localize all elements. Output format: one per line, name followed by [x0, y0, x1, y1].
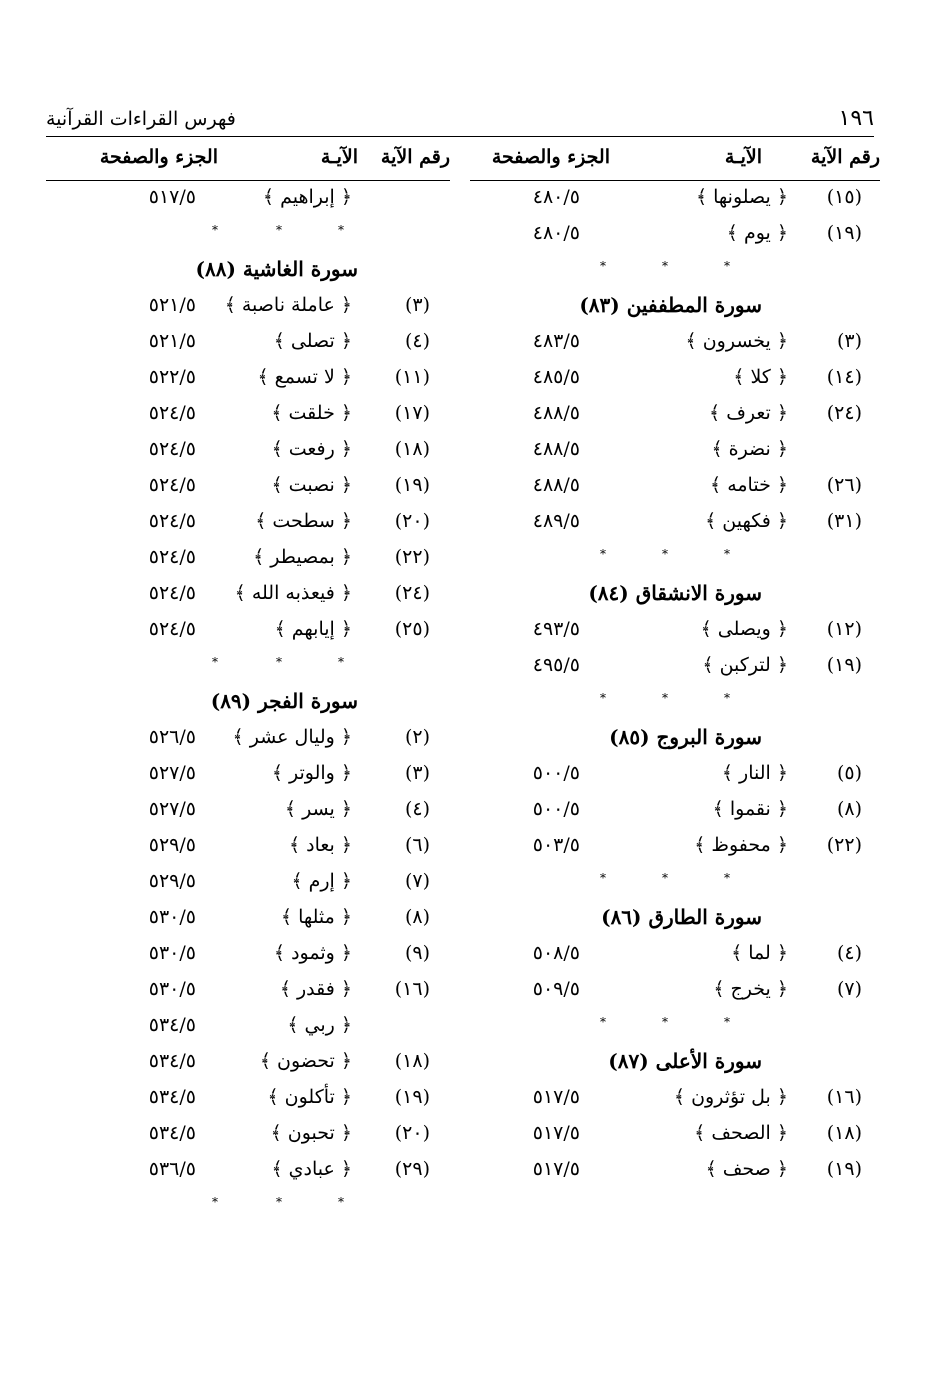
verse-number: (٦) — [404, 834, 430, 856]
verse-number: (٢٥) — [394, 618, 430, 640]
surah-title: سورة الانشقاق (٨٤) — [588, 581, 762, 605]
index-entry — [46, 973, 450, 1009]
index-entry — [46, 829, 450, 865]
verse-number: (١٧) — [394, 402, 430, 424]
verse-word: ﴿ تحضون ﴾ — [259, 1050, 352, 1072]
separator-star: * — [724, 871, 730, 885]
part-page: ٥٣٤/٥ — [148, 1014, 196, 1036]
index-entry — [470, 793, 880, 829]
verse-number: (٢٠) — [394, 510, 430, 532]
part-page: ٥٠٠/٥ — [532, 762, 580, 784]
part-page: ٤٨٠/٥ — [532, 222, 580, 244]
verse-word: ﴿ بعاد ﴾ — [288, 834, 352, 856]
verse-word: ﴿ نضرة ﴾ — [711, 438, 788, 460]
index-entry — [46, 613, 450, 649]
index-entry — [470, 505, 880, 541]
index-entry — [46, 901, 450, 937]
part-page-header: الجزء والصفحة — [99, 146, 218, 168]
verse-word: ﴿ والوتر ﴾ — [271, 762, 352, 784]
verse-word: ﴿ عاملة ناصبة ﴾ — [224, 294, 352, 316]
part-page: ٤٩٣/٥ — [532, 618, 580, 640]
part-page: ٥١٧/٥ — [532, 1086, 580, 1108]
verse-number: (٤) — [836, 942, 862, 964]
part-page: ٤٨٥/٥ — [532, 366, 580, 388]
verse-word: ﴿ يخرج ﴾ — [713, 978, 788, 1000]
part-page: ٥٣٠/٥ — [148, 942, 196, 964]
verse-number: (٨) — [404, 906, 430, 928]
separator-star: * — [212, 655, 218, 669]
verse-word: ﴿ عبادي ﴾ — [271, 1158, 352, 1180]
part-page: ٥٢٤/٥ — [148, 402, 196, 424]
separator-star: * — [212, 1195, 218, 1209]
verse-number: (١٦) — [826, 1086, 862, 1108]
index-entry — [470, 649, 880, 685]
verse-number: (١٨) — [826, 1122, 862, 1144]
part-page: ٤٩٥/٥ — [532, 654, 580, 676]
separator-star: * — [724, 547, 730, 561]
column-header — [46, 136, 450, 181]
part-page: ٥٢٤/٥ — [148, 582, 196, 604]
index-entry — [470, 469, 880, 505]
index-entry — [46, 433, 450, 469]
verse-number: (٢٠) — [394, 1122, 430, 1144]
verse-word: ﴿ ختامه ﴾ — [710, 474, 788, 496]
verse-number: (١٨) — [394, 1050, 430, 1072]
verse-number: (١٤) — [826, 366, 862, 388]
left-column-body — [46, 181, 450, 1221]
verse-number: (٣١) — [826, 510, 862, 532]
separator-star: * — [600, 691, 606, 705]
part-page: ٥١٧/٥ — [148, 186, 196, 208]
part-page: ٤٨٣/٥ — [532, 330, 580, 352]
surah-title: سورة البروج (٨٥) — [609, 725, 762, 749]
separator-star: * — [276, 223, 282, 237]
verse-word: ﴿ يصلونها ﴾ — [695, 186, 788, 208]
part-page: ٥٢٤/٥ — [148, 438, 196, 460]
index-entry — [46, 469, 450, 505]
part-page: ٥٣٠/٥ — [148, 906, 196, 928]
separator-star: * — [276, 1195, 282, 1209]
index-entry — [470, 1153, 880, 1189]
index-entry — [46, 1081, 450, 1117]
part-page: ٥٢٦/٥ — [148, 726, 196, 748]
verse-word: ﴿ ويصلى ﴾ — [700, 618, 788, 640]
section-separator — [46, 649, 450, 681]
part-page: ٥٢٤/٥ — [148, 546, 196, 568]
separator-star: * — [600, 547, 606, 561]
verse-word: ﴿ رفعت ﴾ — [271, 438, 352, 460]
part-page: ٥٠٨/٥ — [532, 942, 580, 964]
index-entry — [46, 1153, 450, 1189]
index-entry — [46, 793, 450, 829]
verse-number: (٢٢) — [826, 834, 862, 856]
index-entry — [46, 289, 450, 325]
section-separator — [470, 865, 880, 897]
index-entry — [46, 1045, 450, 1081]
section-separator — [46, 217, 450, 249]
part-page: ٥٢١/٥ — [148, 294, 196, 316]
part-page: ٥١٧/٥ — [532, 1122, 580, 1144]
verse-word: ﴿ وليال عشر ﴾ — [232, 726, 352, 748]
part-page: ٥٣٦/٥ — [148, 1158, 196, 1180]
index-entry — [46, 181, 450, 217]
verse-word: ﴿ النار ﴾ — [721, 762, 788, 784]
verse-word: ﴿ الصحف ﴾ — [694, 1122, 788, 1144]
index-entry — [470, 613, 880, 649]
index-entry — [470, 937, 880, 973]
index-entry — [46, 937, 450, 973]
verse-number: (١٩) — [826, 654, 862, 676]
part-page: ٥٣٤/٥ — [148, 1122, 196, 1144]
verse-number: (٤) — [404, 330, 430, 352]
verse-number: (٢٩) — [394, 1158, 430, 1180]
verse-number: (١٩) — [394, 1086, 430, 1108]
part-page: ٥٢٧/٥ — [148, 798, 196, 820]
verse-word: ﴿ كلا ﴾ — [733, 366, 788, 388]
index-entry — [470, 1081, 880, 1117]
index-entry — [46, 1009, 450, 1045]
verse-word: ﴿ تعرف ﴾ — [709, 402, 788, 424]
verse-word: ﴿ بمصيطر ﴾ — [253, 546, 352, 568]
verse-word: ﴿ يخسرون ﴾ — [685, 330, 788, 352]
page-number: ١٩٦ — [838, 106, 874, 131]
verse-number: (١٩) — [826, 222, 862, 244]
separator-star: * — [600, 259, 606, 273]
separator-star: * — [662, 259, 668, 273]
verse-number: (٩) — [404, 942, 430, 964]
verse-word: ﴿ فيعذبه الله ﴾ — [234, 582, 352, 604]
surah-title: سورة المطففين (٨٣) — [579, 293, 762, 317]
verse-number: (١٩) — [394, 474, 430, 496]
index-entry — [470, 973, 880, 1009]
separator-star: * — [338, 1195, 344, 1209]
part-page-header: الجزء والصفحة — [491, 146, 610, 168]
part-page: ٥٢٤/٥ — [148, 474, 196, 496]
section-separator — [470, 253, 880, 285]
part-page: ٤٨٠/٥ — [532, 186, 580, 208]
part-page: ٥٢٢/٥ — [148, 366, 196, 388]
verse-word: ﴿ لا تسمع ﴾ — [257, 366, 352, 388]
surah-title: سورة الأعلى (٨٧) — [608, 1049, 762, 1073]
verse-number: (٣) — [404, 762, 430, 784]
verse-number: (٢٢) — [394, 546, 430, 568]
part-page: ٤٨٩/٥ — [532, 510, 580, 532]
verse-number: (٤) — [404, 798, 430, 820]
running-header — [46, 104, 874, 137]
verse-word: ﴿ صحف ﴾ — [705, 1158, 788, 1180]
verse-number: (٥) — [836, 762, 862, 784]
right-column-body — [470, 181, 880, 1189]
index-entry — [470, 433, 880, 469]
section-separator — [46, 1189, 450, 1221]
verse-word: ﴿ لتركبن ﴾ — [702, 654, 788, 676]
index-entry — [46, 1117, 450, 1153]
part-page: ٤٨٨/٥ — [532, 402, 580, 424]
right-column — [470, 136, 880, 1189]
separator-star: * — [724, 1015, 730, 1029]
verse-number: (١٦) — [394, 978, 430, 1000]
part-page: ٥٢١/٥ — [148, 330, 196, 352]
index-entry — [46, 361, 450, 397]
verse-word: ﴿ وثمود ﴾ — [273, 942, 352, 964]
part-page: ٤٨٨/٥ — [532, 474, 580, 496]
surah-title: سورة الفجر (٨٩) — [210, 689, 358, 713]
verse-number: (٢) — [404, 726, 430, 748]
section-separator — [470, 541, 880, 573]
part-page: ٥٢٤/٥ — [148, 510, 196, 532]
verse-number: (٣) — [836, 330, 862, 352]
verse-header: الآيـة — [724, 146, 762, 168]
part-page: ٤٨٨/٥ — [532, 438, 580, 460]
section-separator — [470, 685, 880, 717]
verse-word: ﴿ يوم ﴾ — [726, 222, 788, 244]
verse-number: (٢٤) — [826, 402, 862, 424]
header-title: فهرس القراءات القرآنية — [46, 108, 236, 130]
index-entry — [470, 1117, 880, 1153]
verse-word: ﴿ فقدر ﴾ — [279, 978, 352, 1000]
index-entry — [46, 505, 450, 541]
index-entry — [470, 361, 880, 397]
verse-number: (١٩) — [826, 1158, 862, 1180]
separator-star: * — [662, 871, 668, 885]
verse-number-header: رقم الآية — [380, 146, 450, 168]
separator-star: * — [662, 1015, 668, 1029]
index-entry — [46, 757, 450, 793]
verse-number: (١١) — [394, 366, 430, 388]
index-entry — [470, 217, 880, 253]
verse-word: ﴿ إبراهيم ﴾ — [262, 186, 352, 208]
verse-word: ﴿ بل تؤثرون ﴾ — [673, 1086, 788, 1108]
separator-star: * — [662, 547, 668, 561]
verse-number: (١٨) — [394, 438, 430, 460]
index-entry — [46, 577, 450, 613]
part-page: ٥٣٤/٥ — [148, 1050, 196, 1072]
separator-star: * — [724, 691, 730, 705]
part-page: ٥٢٧/٥ — [148, 762, 196, 784]
verse-header: الآيـة — [320, 146, 358, 168]
part-page: ٥٢٩/٥ — [148, 834, 196, 856]
verse-number-header: رقم الآية — [810, 146, 880, 168]
index-entry — [46, 541, 450, 577]
index-entry — [470, 829, 880, 865]
verse-word: ﴿ فكهين ﴾ — [705, 510, 788, 532]
verse-word: ﴿ نصبت ﴾ — [271, 474, 352, 496]
separator-star: * — [662, 691, 668, 705]
separator-star: * — [724, 259, 730, 273]
verse-word: ﴿ سطحت ﴾ — [255, 510, 352, 532]
separator-star: * — [276, 655, 282, 669]
separator-star: * — [600, 871, 606, 885]
part-page: ٥١٧/٥ — [532, 1158, 580, 1180]
part-page: ٥٠٩/٥ — [532, 978, 580, 1000]
verse-number: (١٥) — [826, 186, 862, 208]
verse-word: ﴿ خلقت ﴾ — [271, 402, 352, 424]
verse-number: (٨) — [836, 798, 862, 820]
part-page: ٥٣٤/٥ — [148, 1086, 196, 1108]
index-entry — [46, 397, 450, 433]
part-page: ٥٠٣/٥ — [532, 834, 580, 856]
verse-number: (٧) — [404, 870, 430, 892]
separator-star: * — [600, 1015, 606, 1029]
verse-word: ﴿ يسر ﴾ — [284, 798, 352, 820]
verse-word: ﴿ ربي ﴾ — [287, 1014, 352, 1036]
verse-word: ﴿ لما ﴾ — [731, 942, 788, 964]
separator-star: * — [212, 223, 218, 237]
surah-title: سورة الطارق (٨٦) — [601, 905, 762, 929]
verse-number: (٢٤) — [394, 582, 430, 604]
part-page: ٥٣٠/٥ — [148, 978, 196, 1000]
left-column — [46, 136, 450, 1221]
verse-word: ﴿ محفوظ ﴾ — [694, 834, 788, 856]
index-entry — [46, 325, 450, 361]
separator-star: * — [338, 223, 344, 237]
verse-word: ﴿ إيابهم ﴾ — [274, 618, 352, 640]
verse-word: ﴿ نقموا ﴾ — [712, 798, 788, 820]
separator-star: * — [338, 655, 344, 669]
section-separator — [470, 1009, 880, 1041]
part-page: ٥٢٩/٥ — [148, 870, 196, 892]
index-entry — [470, 325, 880, 361]
index-entry — [470, 181, 880, 217]
verse-word: ﴿ إرم ﴾ — [291, 870, 352, 892]
index-entry — [470, 757, 880, 793]
index-entry — [46, 865, 450, 901]
verse-word: ﴿ تأكلون ﴾ — [267, 1086, 352, 1108]
verse-number: (٧) — [836, 978, 862, 1000]
column-header — [470, 136, 880, 181]
verse-number: (٢٦) — [826, 474, 862, 496]
verse-number: (١٢) — [826, 618, 862, 640]
verse-word: ﴿ تصلى ﴾ — [273, 330, 352, 352]
verse-number: (٣) — [404, 294, 430, 316]
part-page: ٥٢٤/٥ — [148, 618, 196, 640]
index-entry — [470, 397, 880, 433]
index-entry — [46, 721, 450, 757]
part-page: ٥٠٠/٥ — [532, 798, 580, 820]
verse-word: ﴿ مثلها ﴾ — [280, 906, 352, 928]
verse-word: ﴿ تحبون ﴾ — [270, 1122, 352, 1144]
surah-title: سورة الغاشية (٨٨) — [195, 257, 358, 281]
